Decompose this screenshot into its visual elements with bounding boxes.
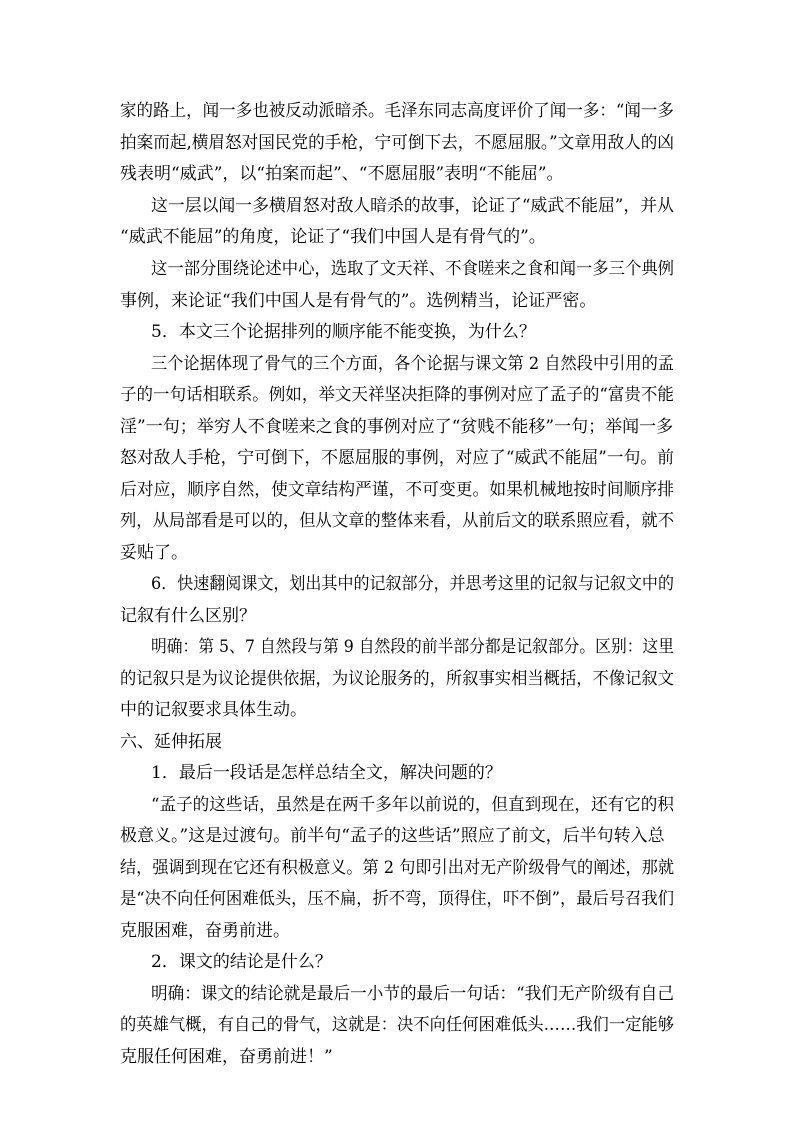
text-line: 残表明“威武”，以“拍案而起”、“不愿屈服”表明“不能屈”。 xyxy=(120,164,564,184)
text-line: 克服任何困难，奋勇前进！” xyxy=(120,1047,333,1067)
text-line: 事例，来论证“我们中国人是有骨气的”。选例精当，论证严密。 xyxy=(120,291,597,311)
text-line: 淫”一句；举穷人不食嗟来之食的事例对应了“贫贱不能移”一句；举闻一多 xyxy=(120,417,674,437)
text-line: “威武不能屈”的角度，论证了“我们中国人是有骨气的”。 xyxy=(120,227,546,247)
text-line: 妥贴了。 xyxy=(120,543,188,563)
text-line: 这一层以闻一多横眉怒对敌人暗杀的故事，论证了“威武不能屈”，并从 xyxy=(151,196,675,216)
question-heading: 1．最后一段话是怎样总结全文，解决问题的？ xyxy=(151,763,502,783)
text-line: 这一部分围绕论述中心，选取了文天祥、不食嗟来之食和闻一多三个典例 xyxy=(151,259,675,279)
question-heading: 5．本文三个论据排列的顺序能不能变换，为什么？ xyxy=(151,322,536,342)
text-line: 明确：第 5、7 自然段与第 9 自然段的前半部分都是记叙部分。区别：这里 xyxy=(151,637,674,657)
text-line: 的记叙只是为议论提供依据，为议论服务的，所叙事实相当概括，不像记叙文 xyxy=(120,669,675,689)
text-line: 极意义。”这是过渡句。前半句“孟子的这些话”照应了前文，后半句转入总 xyxy=(120,826,665,846)
question-heading: 6．快速翻阅课文，划出其中的记叙部分，并思考这里的记叙与记叙文中的 xyxy=(151,574,674,594)
text-line: 拍案而起,横眉怒对国民党的手枪，宁可倒下去，不愿屈服。”文章用敌人的凶 xyxy=(120,133,675,153)
text-line: 列，从局部看是可以的，但从文章的整体来看，从前后文的联系照应看，就不 xyxy=(120,511,675,531)
text-line: 明确：课文的结论就是最后一小节的最后一句话：“我们无产阶级有自己 xyxy=(151,984,675,1004)
section-heading: 六、延伸拓展 xyxy=(120,732,222,752)
text-line: “孟子的这些话，虽然是在两千多年以前说的，但直到现在，还有它的积 xyxy=(151,795,675,815)
text-line: 结，强调到现在它还有积极意义。第 2 句即引出对无产阶级骨气的阐述，那就 xyxy=(120,858,675,878)
text-line: 中的记叙要求具体生动。 xyxy=(120,700,307,720)
text-line: 怒对敌人手枪，宁可倒下，不愿屈服的事例，对应了“威武不能屈”一句。前 xyxy=(120,448,674,468)
text-line: 记叙有什么区别？ xyxy=(120,606,256,626)
text-line: 后对应，顺序自然，使文章结构严谨，不可变更。如果机械地按时间顺序排 xyxy=(120,480,674,500)
text-line: 三个论据体现了骨气的三个方面，各个论据与课文第 2 自然段中引用的孟 xyxy=(151,354,675,374)
question-heading: 2．课文的结论是什么？ xyxy=(151,952,332,972)
text-line: 的英雄气概，有自己的骨气，这就是：决不向任何困难低头……我们一定能够 xyxy=(120,1015,675,1035)
text-line: 克服困难，奋勇前进。 xyxy=(120,921,290,941)
text-line: 是“决不向任何困难低头，压不扁，折不弯，顶得住，吓不倒”，最后号召我们 xyxy=(120,889,674,909)
text-line: 家的路上，闻一多也被反动派暗杀。毛泽东同志高度评价了闻一多：“闻一多 xyxy=(120,101,674,121)
text-line: 子的一句话相联系。例如，举文天祥坚决拒降的事例对应了孟子的“富贵不能 xyxy=(120,385,674,405)
